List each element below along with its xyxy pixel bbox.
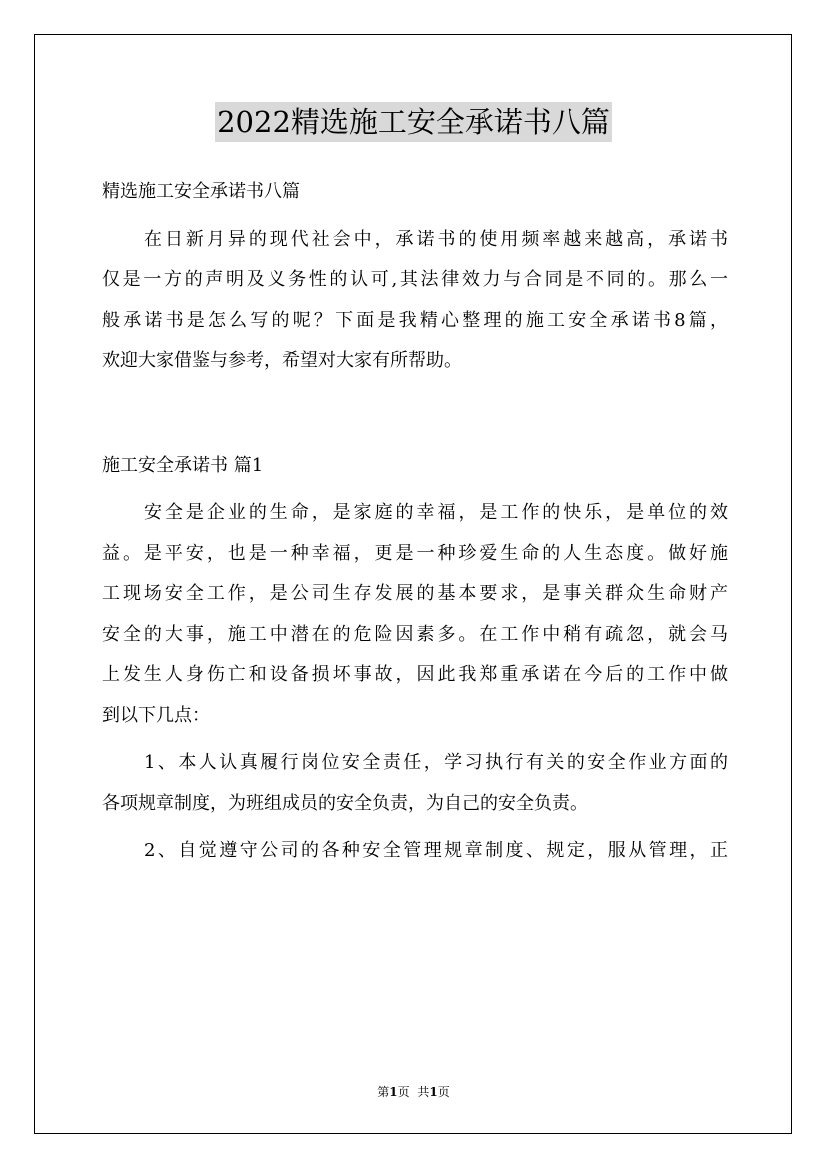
section-heading: 施工安全承诺书 篇1 xyxy=(102,454,264,476)
section-line: 工现场安全工作，是公司生存发展的基本要求，是事关群众生命财产 xyxy=(102,583,728,604)
section-line: 到以下几点： xyxy=(102,704,210,726)
list-item-line: 1、本人认真履行岗位安全责任，学习执行有关的安全作业方面的 xyxy=(144,752,728,773)
section-line: 安全是企业的生命，是家庭的幸福，是工作的快乐，是单位的效 xyxy=(144,502,728,523)
intro-line: 仅是一方的声明及义务性的认可,其法律效力与合同是不同的。那么一 xyxy=(102,269,728,290)
spacer xyxy=(102,213,728,220)
spacer xyxy=(102,736,728,743)
list-item-1 xyxy=(102,743,728,824)
title-container xyxy=(0,102,827,142)
page-number: 1 xyxy=(389,1085,398,1099)
spacer xyxy=(102,486,728,493)
document-subtitle: 精选施工安全承诺书八篇 xyxy=(102,181,300,202)
total-pages: 1 xyxy=(429,1085,438,1099)
document-title: 2022精选施工安全承诺书八篇 xyxy=(215,102,612,142)
page-label-prefix: 第 xyxy=(377,1085,390,1099)
list-item-2 xyxy=(102,831,728,872)
list-item-line: 各项规章制度，为班组成员的安全负责，为自己的安全负责。 xyxy=(102,792,588,814)
document-body xyxy=(102,172,728,872)
intro-line: 欢迎大家借鉴与参考，希望对大家有所帮助。 xyxy=(102,350,462,371)
total-label-prefix: 共 xyxy=(417,1085,430,1099)
total-label-suffix: 页 xyxy=(437,1085,450,1099)
section-line: 上发生人身伤亡和设备损坏事故，因此我郑重承诺在今后的工作中做 xyxy=(102,664,728,685)
spacer xyxy=(102,824,728,831)
section-line: 安全的大事，施工中潜在的危险因素多。在工作中稍有疏忽，就会马 xyxy=(102,623,728,645)
spacer xyxy=(102,382,728,446)
list-item-line: 2、自觉遵守公司的各种安全管理规章制度、规定，服从管理，正 xyxy=(144,840,728,861)
intro-line: 般承诺书是怎么写的呢？下面是我精心整理的施工安全承诺书8篇， xyxy=(102,309,728,331)
page-label-suffix: 页 xyxy=(397,1085,410,1099)
intro-line: 在日新月异的现代社会中，承诺书的使用频率越来越高，承诺书 xyxy=(144,228,728,250)
intro-paragraph xyxy=(102,220,728,382)
section-line: 益。是平安，也是一种幸福，更是一种珍爱生命的人生态度。做好施 xyxy=(102,542,728,564)
page-footer xyxy=(0,1083,827,1100)
section-paragraph xyxy=(102,493,728,736)
